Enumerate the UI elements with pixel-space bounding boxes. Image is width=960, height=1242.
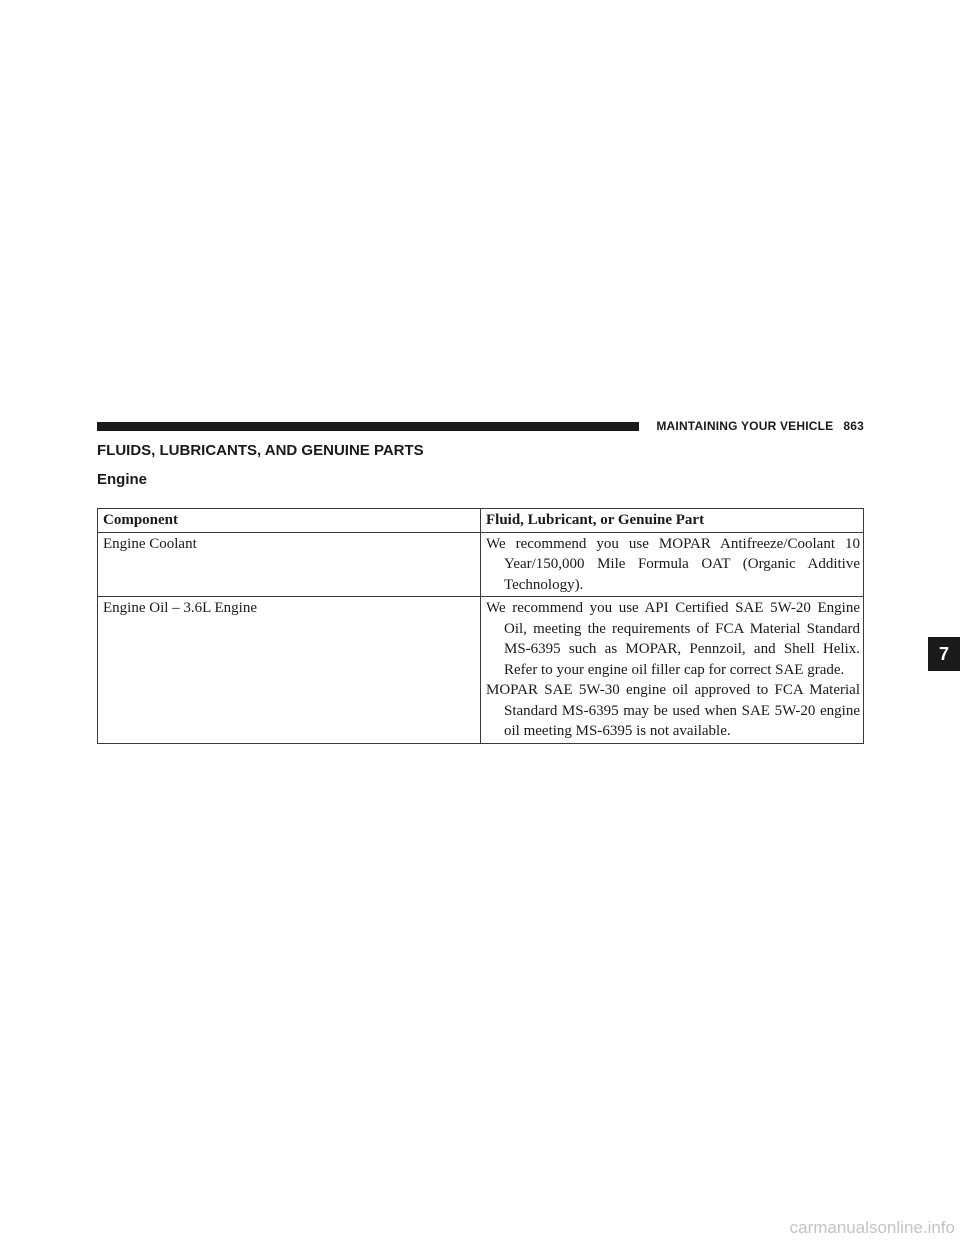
cell-component: Engine Oil – 3.6L Engine: [98, 597, 481, 744]
cell-fluid: [481, 597, 864, 744]
running-header-section: MAINTAINING YOUR VEHICLE: [656, 419, 834, 433]
chapter-tab: 7: [928, 637, 960, 671]
header-rule: [97, 422, 639, 431]
column-header-component: Component: [98, 509, 481, 533]
cell-paragraph: We recommend you use MOPAR Antifreeze/Coolant 10 Year/150,000 Mile Formula OAT (Organic Additive Technology).: [486, 535, 860, 593]
running-header: [648, 419, 864, 435]
table-row: [98, 532, 864, 597]
cell-paragraph: We recommend you use API Certified SAE 5W-20 Engine Oil, meeting the requirements of FCA Material Standard MS-6395 such as MOPAR, Pennzoil, and Shell Helix. Refer to your engine oil filler cap for correct SAE grade.: [486, 600, 860, 678]
fluids-table: [97, 508, 864, 744]
page-number: 863: [843, 419, 864, 433]
cell-paragraph: MOPAR SAE 5W-30 engine oil approved to FCA Material Standard MS-6395 may be used when SAE 5W-20 engine oil meeting MS-6395 is not available.: [486, 682, 860, 739]
subsection-title: Engine: [97, 471, 148, 488]
cell-component: Engine Coolant: [98, 532, 481, 597]
column-header-fluid: Fluid, Lubricant, or Genuine Part: [481, 509, 864, 533]
table-header-row: [98, 509, 864, 533]
section-title: FLUIDS, LUBRICANTS, AND GENUINE PARTS: [97, 442, 424, 459]
table-row: [98, 597, 864, 744]
watermark: carmanualsonline.info: [789, 1218, 955, 1237]
cell-fluid: [481, 532, 864, 597]
